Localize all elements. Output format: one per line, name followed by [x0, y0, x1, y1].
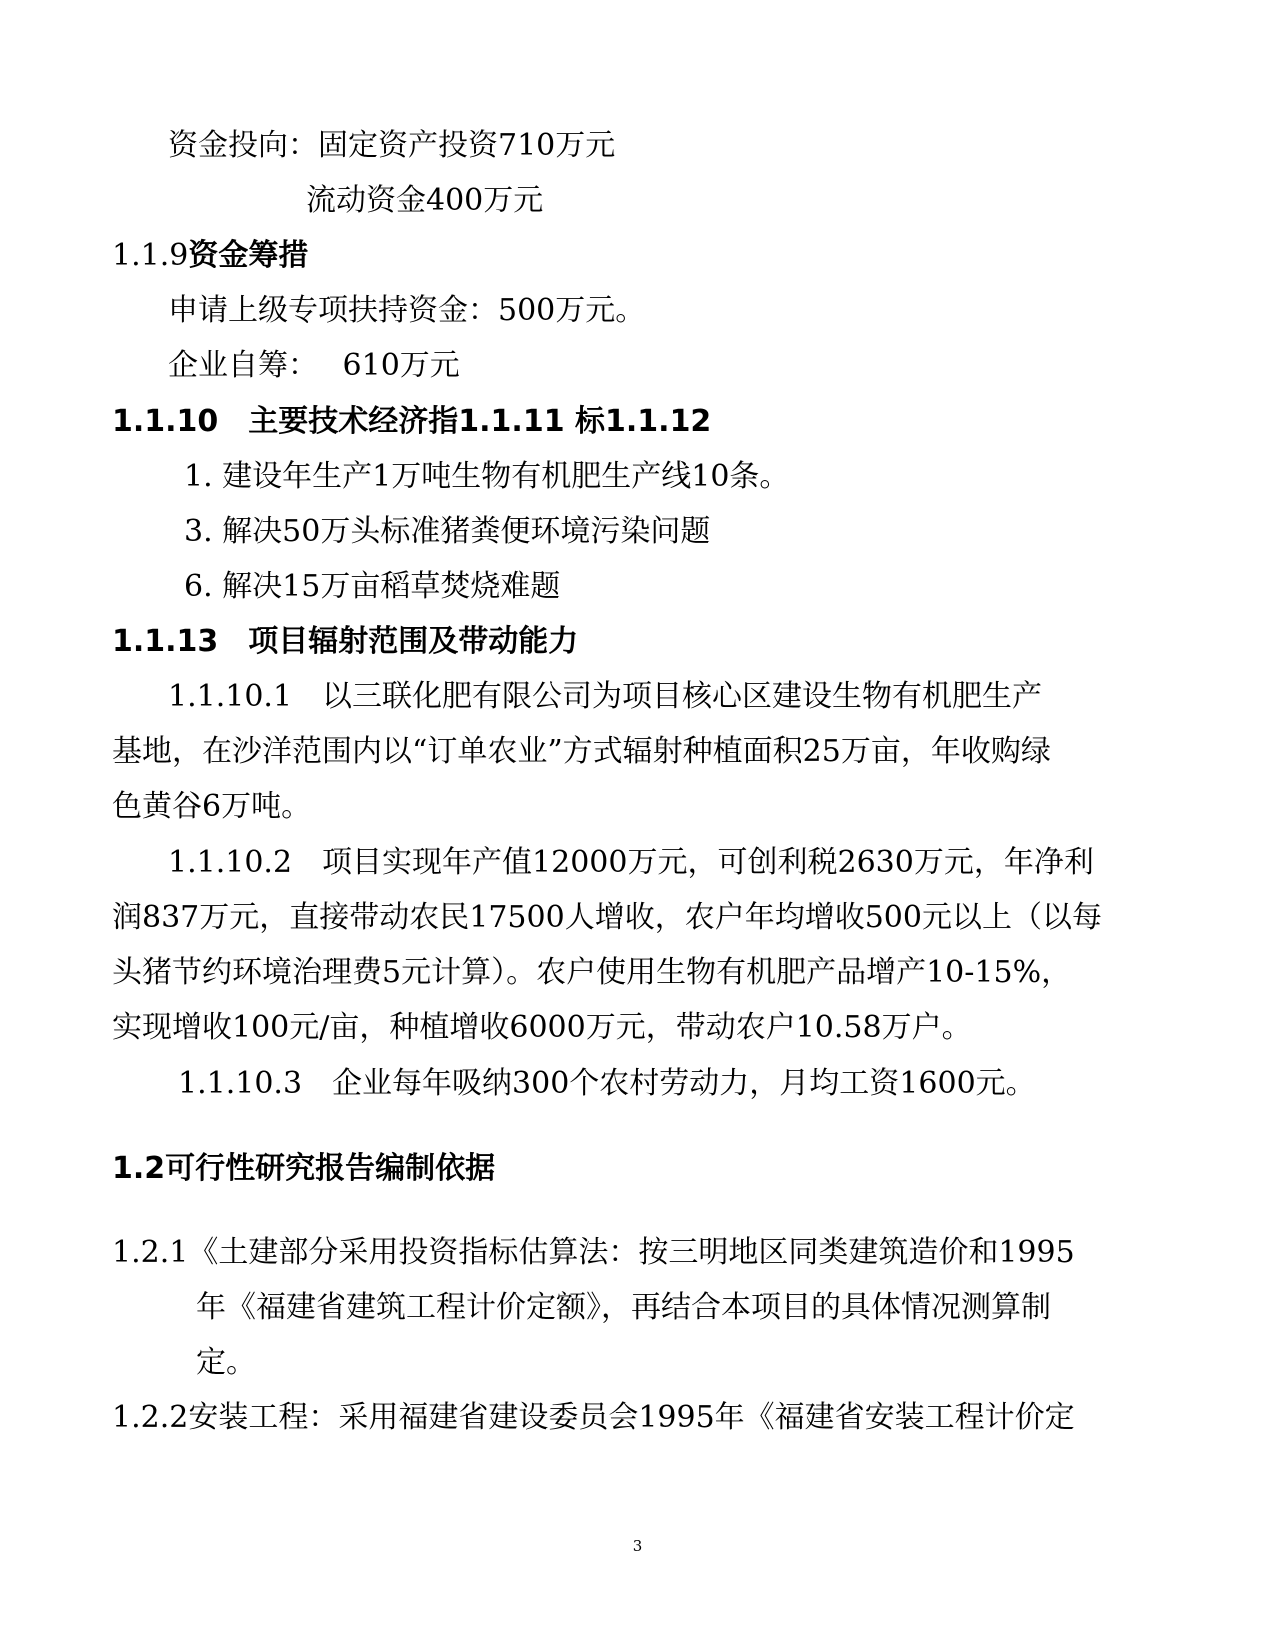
paragraph-1-1-10-1-line-1: 1.1.10.1 以三联化肥有限公司为项目核心区建设生物有机肥生产: [168, 679, 1043, 714]
section-heading-1-1-9: [112, 238, 308, 274]
paragraph-1-2-1-line-2: 年《福建省建筑工程计价定额》，再结合本项目的具体情况测算制: [196, 1290, 1051, 1325]
page-number: 3: [632, 1537, 643, 1555]
self-funding-line: 企业自筹： 610万元: [168, 348, 460, 383]
paragraph-1-1-10-3: 1.1.10.3 企业每年吸纳300个农村劳动力，月均工资1600元。: [178, 1066, 1036, 1101]
paragraph-1-2-1-line-1: 1.2.1《土建部分采用投资指标估算法：按三明地区同类建筑造价和1995: [112, 1235, 1075, 1270]
list-item-3: 3. 解决50万头标准猪粪便环境污染问题: [184, 514, 711, 549]
paragraph-1-1-10-2-line-2: 润837万元，直接带动农民17500人增收，农户年均增收500元以上（以每: [112, 900, 1102, 935]
paragraph-1-2-2-line-1: 1.2.2安装工程：采用福建省建设委员会1995年《福建省安装工程计价定: [112, 1400, 1075, 1435]
section-heading-1-1-13: 1.1.13 项目辐射范围及带动能力: [112, 624, 579, 659]
fund-allocation-line: 资金投向：固定资产投资710万元: [168, 128, 616, 163]
section-number: 1.1.9: [112, 238, 189, 273]
working-capital-line: 流动资金400万元: [306, 183, 544, 218]
section-heading-1-1-10: 1.1.10 主要技术经济指1.1.11 标1.1.12: [112, 404, 712, 439]
list-item-6: 6. 解决15万亩稻草焚烧难题: [184, 569, 561, 604]
paragraph-1-1-10-2-line-4: 实现增收100元/亩，种植增收6000万元，带动农户10.58万户。: [112, 1010, 972, 1045]
section-title: 资金筹措: [188, 238, 309, 273]
paragraph-1-2-1-line-3: 定。: [196, 1345, 256, 1380]
paragraph-1-1-10-2-line-1: 1.1.10.2 项目实现年产值12000万元，可创利税2630万元，年净利: [168, 845, 1094, 880]
paragraph-1-1-10-1-line-2: 基地，在沙洋范围内以“订单农业”方式辐射种植面积25万亩，年收购绿: [112, 734, 1051, 769]
paragraph-1-1-10-2-line-3: 头猪节约环境治理费5元计算）。农户使用生物有机肥产品增产10-15%，: [112, 955, 1072, 990]
paragraph-1-1-10-1-line-3: 色黄谷6万吨。: [112, 789, 312, 824]
list-item-1: 1. 建设年生产1万吨生物有机肥生产线10条。: [184, 459, 790, 494]
funding-apply-line: 申请上级专项扶持资金：500万元。: [168, 293, 646, 328]
section-heading-1-2: 1.2可行性研究报告编制依据: [112, 1151, 496, 1186]
